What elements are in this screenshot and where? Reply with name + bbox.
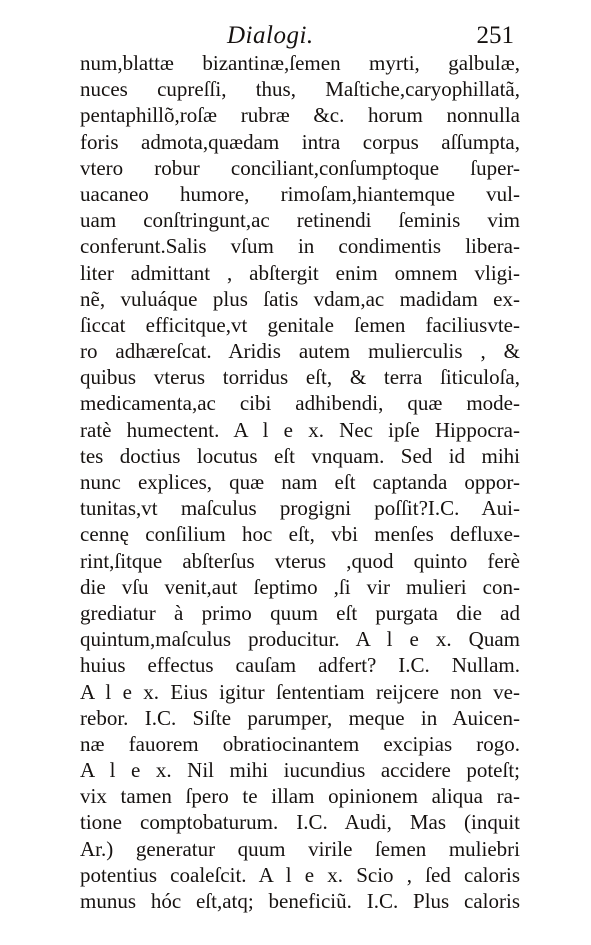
- text-line: A l e x. Nil mihi iucundius accidere poteſt;: [80, 758, 520, 783]
- text-line: ro adhæreſcat. Aridis autem mulierculis , &: [80, 339, 520, 364]
- text-line: liter admittant , abſtergit enim omnem vligi-: [80, 260, 520, 285]
- text-line: quibus vterus torridus eſt, & terra ſiticuloſa,: [80, 365, 520, 390]
- text-line: uacaneo humore, rimoſam,hiantemque vul-: [80, 181, 520, 206]
- text-line: potentius coaleſcit. A l e x. Scio , ſed caloris: [80, 862, 520, 887]
- text-line: medicamenta,ac cibi adhibendi, quæ mode-: [80, 391, 520, 416]
- running-head: [82, 22, 516, 52]
- text-line: uam conſtringunt,ac retinendi ſeminis vim: [80, 208, 520, 233]
- text-line: quintum,maſculus producitur. A l e x. Quam: [80, 627, 520, 652]
- text-line: Ar.) generatur quum virile ſemen muliebri: [80, 836, 520, 861]
- text-line: næ fauorem obratiocinantem excipias rogo.: [80, 731, 520, 756]
- text-line: nuces cupreſſi, thus, Maſtiche,caryophillatã,: [80, 77, 520, 102]
- text-line: conferunt.Salis vſum in condimentis libera-: [80, 234, 520, 259]
- text-line: ratè humectent. A l e x. Nec ipſe Hippocra-: [80, 417, 520, 442]
- text-line: nunc explices, quæ nam eſt captanda oppor-: [80, 470, 520, 494]
- text-line: vix tamen ſpero te illam opinionem aliqua ra-: [80, 784, 520, 809]
- text-line: vtero robur conciliant,conſumptoque ſuper-: [80, 155, 520, 180]
- text-line: ſiccat efficitque,vt genitale ſemen faciliusvte-: [80, 312, 520, 337]
- running-title: Dialogi.: [227, 22, 314, 49]
- text-line: tunitas,vt maſculus progigni poſſit?I.C. Aui-: [80, 496, 520, 521]
- text-line: foris admota,quædam intra corpus aſſumpta,: [80, 129, 520, 154]
- text-line: grediatur à primo quum eſt purgata die ad: [80, 600, 520, 625]
- body-text: [80, 50, 520, 914]
- text-line: nẽ, vuluáque plus ſatis vdam,ac madidam ex-: [80, 286, 520, 311]
- text-line: cennę conſilium hoc eſt, vbi menſes defluxe-: [80, 522, 520, 547]
- text-line: tes doctius locutus eſt vnquam. Sed id mihi: [80, 443, 520, 468]
- text-line: rint,ſitque abſterſus vterus ,quod quinto ferè: [80, 548, 520, 573]
- text-line: huius effectus cauſam adfert? I.C. Nullam.: [80, 653, 520, 678]
- text-line: tione comptobaturum. I.C. Audi, Mas (inquit: [80, 810, 520, 835]
- text-line: A l e x. Eius igitur ſententiam reijcere non ve-: [80, 679, 520, 704]
- text-line: die vſu venit,aut ſeptimo ,ſi vir mulieri con-: [80, 574, 520, 599]
- text-line: munus hóc eſt,atq; beneficiũ. I.C. Plus caloris: [80, 889, 520, 913]
- page-number: 251: [476, 22, 514, 49]
- text-line: num,blattæ bizantinæ,ſemen myrti, galbulæ,: [80, 51, 520, 75]
- text-line: pentaphillõ,roſæ rubræ &c. horum nonnulla: [80, 103, 520, 128]
- text-line: rebor. I.C. Siſte parumper, meque in Auicen-: [80, 705, 520, 730]
